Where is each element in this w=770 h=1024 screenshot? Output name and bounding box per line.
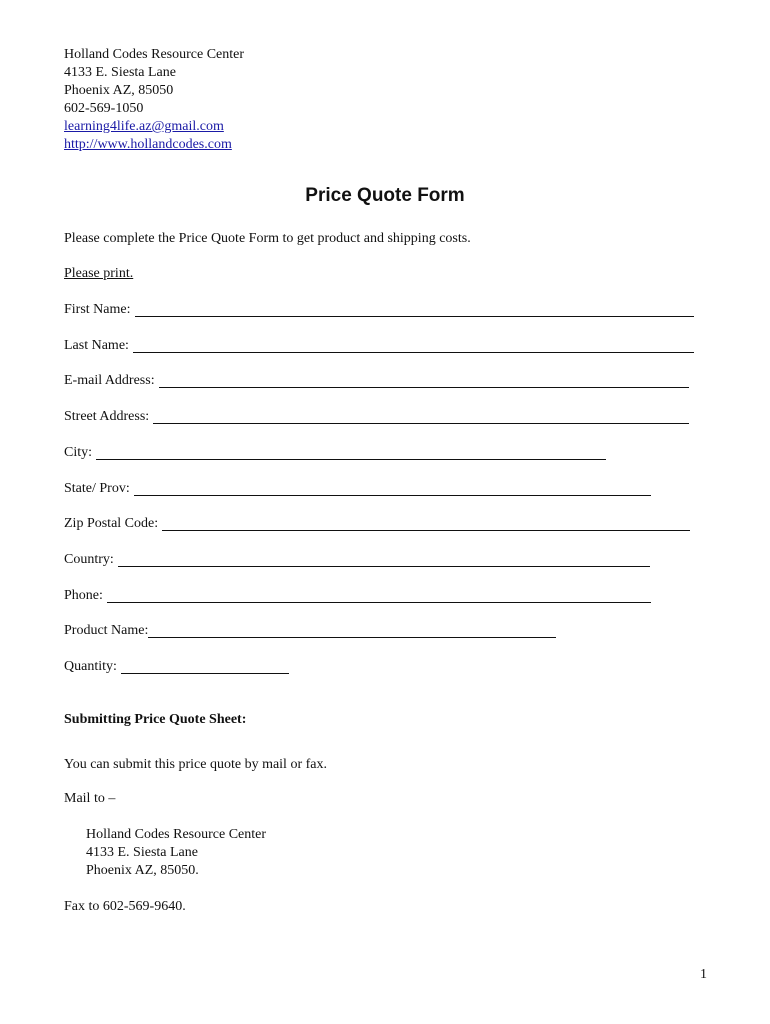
mail-city: Phoenix AZ, 85050. [86,863,199,878]
quantity-label: Quantity: [64,659,117,674]
page-number: 1 [700,967,707,982]
mail-to-label: Mail to – [64,791,116,806]
first-name-line[interactable] [135,302,694,317]
mail-street: 4133 E. Siesta Lane [86,845,198,860]
product-name-field[interactable] [64,622,556,640]
email-label: E-mail Address: [64,373,155,388]
city-field[interactable] [64,444,606,462]
mail-org: Holland Codes Resource Center [86,827,267,842]
last-name-line[interactable] [133,338,694,353]
header-street: 4133 E. Siesta Lane [64,65,176,80]
print-note: Please print. [64,266,134,281]
state-prov-line[interactable] [134,481,651,496]
page-title: Price Quote Form [305,185,465,206]
phone-label: Phone: [64,588,103,603]
product-name-line[interactable] [148,623,556,638]
country-field[interactable] [64,551,650,569]
fax-text: Fax to 602-569-9640. [64,899,186,914]
city-label: City: [64,445,93,460]
last-name-field[interactable] [64,337,694,355]
quantity-line[interactable] [121,659,289,674]
submit-heading: Submitting Price Quote Sheet: [64,712,247,727]
header-city: Phoenix AZ, 85050 [64,83,174,98]
header-org: Holland Codes Resource Center [64,47,245,62]
city-line[interactable] [96,445,606,460]
phone-line[interactable] [107,588,651,603]
zip-line[interactable] [162,516,690,531]
phone-field[interactable] [64,587,651,605]
header-website-link[interactable]: http://www.hollandcodes.com [64,137,232,152]
email-field[interactable] [64,372,689,390]
submit-text: You can submit this price quote by mail or fax. [64,757,327,772]
state-prov-label: State/ Prov: [64,481,130,496]
product-name-label: Product Name: [64,623,149,638]
intro-text: Please complete the Price Quote Form to get product and shipping costs. [64,231,471,246]
country-line[interactable] [118,552,650,567]
header-phone: 602-569-1050 [64,101,144,116]
header-email-link[interactable]: learning4life.az@gmail.com [64,119,224,134]
email-line[interactable] [159,373,689,388]
country-label: Country: [64,552,114,567]
first-name-label: First Name: [64,302,131,317]
zip-label: Zip Postal Code: [64,516,159,531]
last-name-label: Last Name: [64,338,129,353]
zip-field[interactable] [64,515,690,533]
first-name-field[interactable] [64,301,694,319]
street-address-field[interactable] [64,408,689,426]
state-prov-field[interactable] [64,480,651,498]
street-address-label: Street Address: [64,409,150,424]
street-address-line[interactable] [153,409,689,424]
quantity-field[interactable] [64,658,289,676]
